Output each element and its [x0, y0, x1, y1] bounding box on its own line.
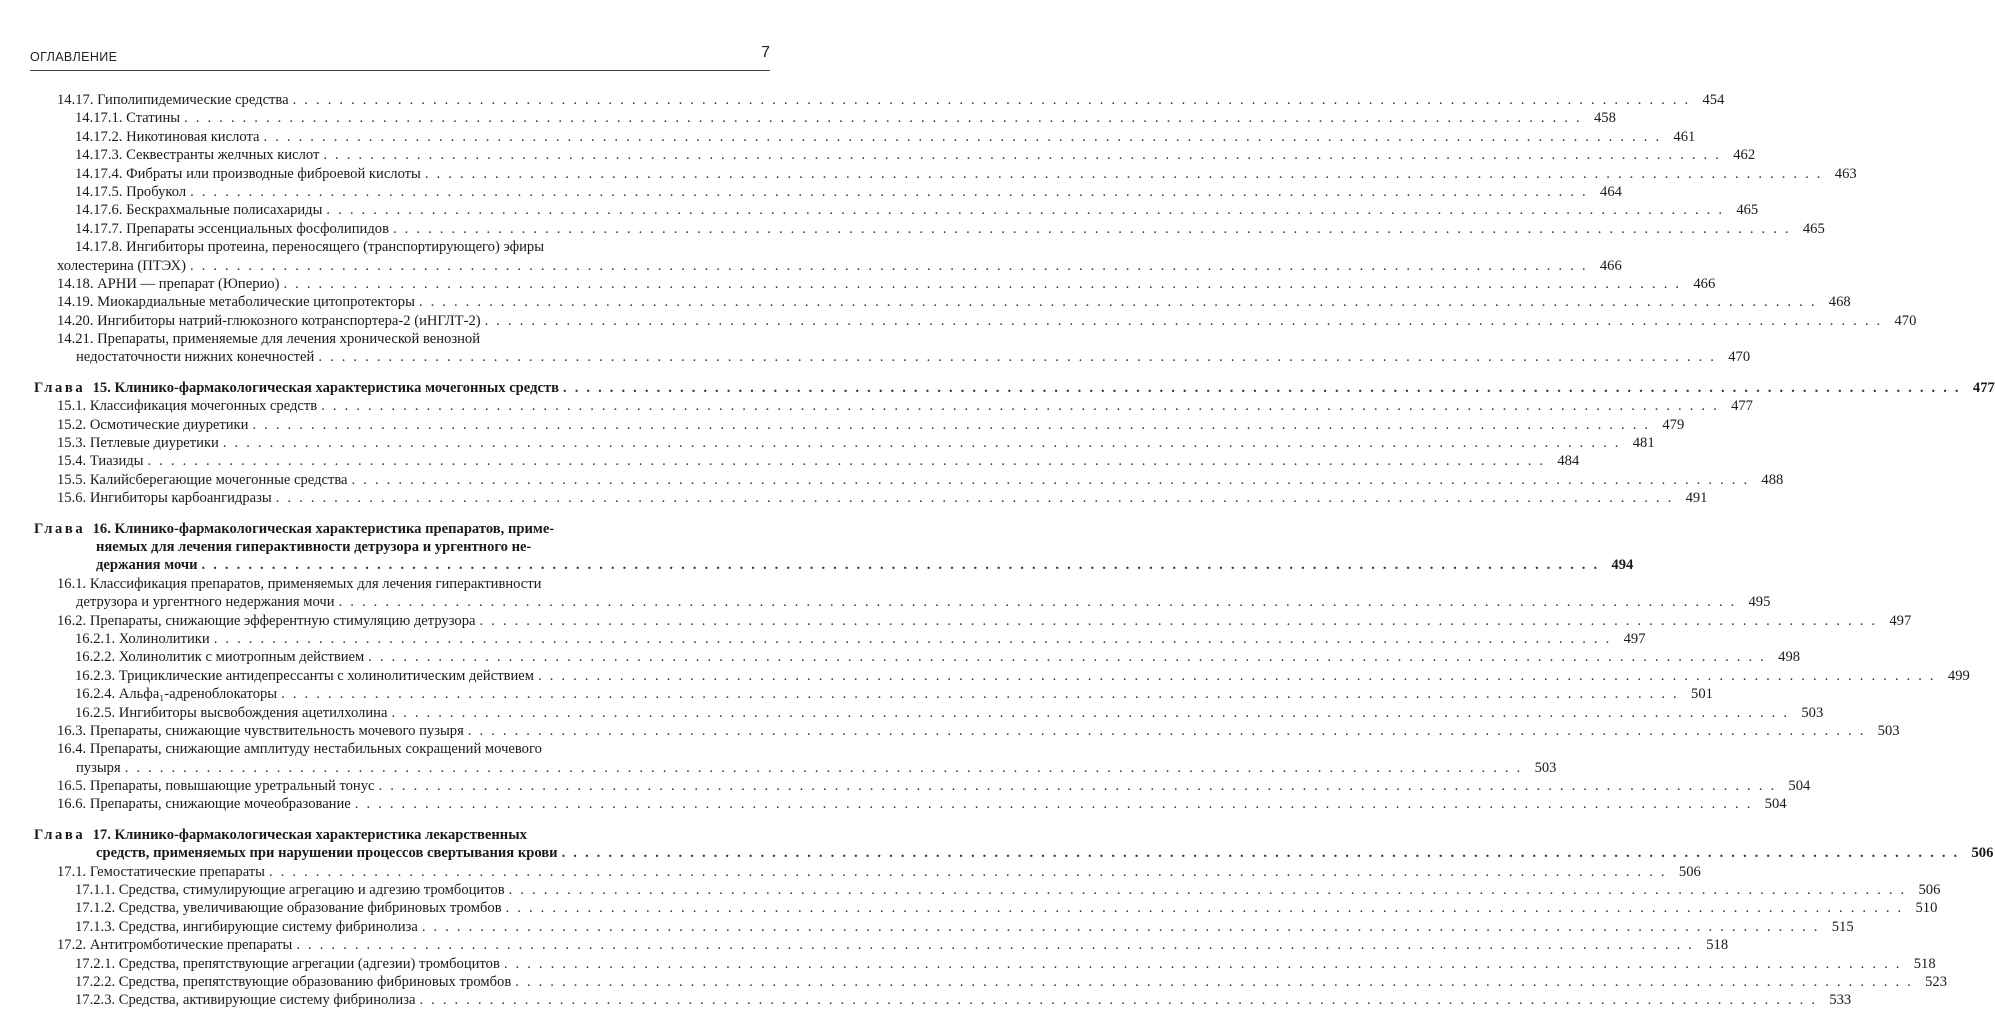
toc-page-number: 503	[1534, 759, 1557, 776]
toc-chapter-line[interactable]	[34, 379, 1995, 397]
toc-page-number: 461	[1673, 128, 1696, 145]
dot-leader: . . . . . . . . . . . . . . . . . . . . . . . . . . . . . . . . . . . . . . . . . . . . . . . . . . . . . . . . . . . . . . . . . . . . . . . . . . . . . . . . . . . . . . . . . . . . . . . . . . . . . . . . . . . . . . . . . . . . . . . .	[147, 453, 1546, 470]
toc-entry-title: 17.2.1. Средства, препятствующие агрегации (адгезии) тромбоцитов	[75, 955, 500, 972]
toc-entry-title: холестерина (ПТЭХ)	[57, 257, 186, 274]
toc-entry-title: 16.4. Препараты, снижающие амплитуду нестабильных сокращений мочевого	[57, 741, 542, 758]
dot-leader: . . . . . . . . . . . . . . . . . . . . . . . . . . . . . . . . . . . . . . . . . . . . . . . . . . . . . . . . . . . . . . . . . . . . . . . . . . . . . . . . . . . . . . . . . . . . . . . . . . . . . . . . . . . . . . . . . . . . . . . .	[505, 900, 1904, 917]
toc-entry[interactable]	[34, 955, 1936, 973]
toc-page-number: 495	[1748, 594, 1771, 611]
toc-entry[interactable]	[34, 973, 1947, 991]
toc-entry-title: 16.5. Препараты, повышающие уретральный тонус	[57, 778, 375, 795]
toc-entry[interactable]	[34, 238, 718, 256]
dot-leader: . . . . . . . . . . . . . . . . . . . . . . . . . . . . . . . . . . . . . . . . . . . . . . . . . . . . . . . . . . . . . . . . . . . . . . . . . . . . . . . . . . . . . . . . . . . . . . . . . . . . . . . . . . . . . . . . . . . . . . . .	[467, 722, 1866, 739]
dot-leader: . . . . . . . . . . . . . . . . . . . . . . . . . . . . . . . . . . . . . . . . . . . . . . . . . . . . . . . . . . . . . . . . . . . . . . . . . . . . . . . . . . . . . . . . . . . . . . . . . . . . . . . . . . . . . . . . . . . . . . . .	[321, 398, 1719, 415]
toc-entry[interactable]	[34, 312, 1917, 330]
toc-page-number: 465	[1802, 220, 1825, 237]
toc-entry[interactable]	[34, 183, 1622, 201]
dot-leader: . . . . . . . . . . . . . . . . . . . . . . . . . . . . . . . . . . . . . . . . . . . . . . . . . . . . . . . . . . . . . . . . . . . . . . . . . . . . . . . . . . . . . . . . . . . . . . . . . . . . . . . . . . . . . . . . . . . . . . . .	[515, 973, 1913, 990]
section-gap	[34, 508, 718, 520]
toc-page-number: 503	[1801, 704, 1824, 721]
dot-leader: . . . . . . . . . . . . . . . . . . . . . . . . . . . . . . . . . . . . . . . . . . . . . . . . . . . . . . . . . . . . . . . . . . . . . . . . . . . . . . . . . . . . . . . . . . . . . . . . . . . . . . . . . . . . . . . . . . . . . . . .	[263, 128, 1662, 145]
section-gap	[34, 367, 718, 379]
toc-entry[interactable]	[34, 452, 1580, 470]
dot-leader: . . . . . . . . . . . . . . . . . . . . . . . . . . . . . . . . . . . . . . . . . . . . . . . . . . . . . . . . . . . . . . . . . . . . . . . . . . . . . . . . . . . . . . . . . . . . . . . . . . . . . . . . . . . . . . . . . . . . . . . .	[479, 612, 1878, 629]
toc-page-number: 501	[1691, 686, 1713, 703]
toc-entry[interactable]	[34, 165, 1857, 183]
toc-page-number: 497	[1889, 612, 1912, 629]
toc-entry-title: 16.1. Классификация препаратов, применяемых для лечения гиперактивности	[57, 575, 542, 592]
toc-entry-title: 16. Клинико-фармакологическая характеристика препаратов, приме-	[92, 520, 555, 537]
toc-page-number: 503	[1877, 722, 1900, 739]
toc-entry-title: 14.18. АРНИ — препарат (Юперио)	[57, 275, 280, 292]
toc-entry-title: 14.17.4. Фибраты или производные фиброевой кислоты	[75, 165, 421, 182]
toc-entry-title: 14.19. Миокардиальные метаболические цитопротекторы	[57, 294, 415, 311]
toc-entry-title: 16.3. Препараты, снижающие чувствительность мочевого пузыря	[57, 722, 464, 739]
toc-page-number: 463	[1834, 165, 1857, 182]
toc-entry-title: 14.17.1. Статины	[75, 110, 181, 127]
toc-page-number: 466	[1693, 275, 1716, 292]
dot-leader: . . . . . . . . . . . . . . . . . . . . . . . . . . . . . . . . . . . . . . . . . . . . . . . . . . . . . . . . . . . . . . . . . . . . . . . . . . . . . . . . . . . . . . . . . . . . . . . . . . . . . . . . . . . . . . . . . . . . . . . .	[391, 704, 1790, 721]
toc-page-number: 504	[1788, 778, 1811, 795]
toc-entry[interactable]	[34, 795, 1787, 813]
dot-leader: . . . . . . . . . . . . . . . . . . . . . . . . . . . . . . . . . . . . . . . . . . . . . . . . . . . . . . . . . . . . . . . . . . . . . . . . . . . . . . . . . . . . . . . . . . . . . . . . . . . . . . . . . . . . . . . . . . . . . . . .	[213, 630, 1612, 647]
toc-entry-title: 14.17.7. Препараты эссенциальных фосфолипидов	[75, 220, 389, 237]
dot-leader: . . . . . . . . . . . . . . . . . . . . . . . . . . . . . . . . . . . . . . . . . . . . . . . . . . . . . . . . . . . . . . . . . . . . . . . . . . . . . . . . . . . . . . . . . . . . . . . . . . . . . . . . . . . . . . . . . . . . . . . .	[351, 471, 1750, 488]
toc-entry[interactable]	[34, 575, 718, 593]
toc-entry-title: 16.2.2. Холинолитик с миотропным действием	[75, 649, 365, 666]
toc-page-number: 477	[1731, 398, 1753, 415]
dot-leader: . . . . . . . . . . . . . . . . . . . . . . . . . . . . . . . . . . . . . . . . . . . . . . . . . . . . . . . . . . . . . . . . . . . . . . . . . . . . . . . . . . . . . . . . . . . . . . . . . . . . . . . . . . . . . . . . . . . . . . . .	[503, 955, 1902, 972]
toc-entry[interactable]	[34, 685, 1713, 703]
toc-entry-title: средств, применяемых при нарушении процессов свертывания крови	[96, 845, 558, 862]
toc-entry[interactable]	[34, 257, 1622, 275]
toc-page-number: 518	[1913, 955, 1936, 972]
dot-leader: . . . . . . . . . . . . . . . . . . . . . . . . . . . . . . . . . . . . . . . . . . . . . . . . . . . . . . . . . . . . . . . . . . . . . . . . . . . . . . . . . . . . . . . . . . . . . . . . . . . . . . . . . . . . . . . . . . . . . . . .	[275, 490, 1674, 507]
toc-entry-title: 15. Клинико-фармакологическая характеристика мочегонных средств	[92, 379, 559, 396]
toc-entry-title: держания мочи	[96, 557, 198, 574]
toc-entry[interactable]	[34, 899, 1938, 917]
toc-entry-title: 17.1.3. Средства, ингибирующие систему фибринолиза	[75, 918, 418, 935]
toc-entry-title: 16.6. Препараты, снижающие мочеобразование	[57, 796, 351, 813]
toc-chapter-line[interactable]	[34, 538, 718, 556]
section-gap	[34, 814, 718, 826]
toc-entry[interactable]	[34, 704, 1824, 722]
toc-entry-title: 15.4. Тиазиды	[57, 453, 144, 470]
toc-entry[interactable]	[34, 722, 1900, 740]
dot-leader: . . . . . . . . . . . . . . . . . . . . . . . . . . . . . . . . . . . . . . . . . . . . . . . . . . . . . . . . . . . . . . . . . . . . . . . . . . . . . . . . . . . . . . . . . . . . . . . . . . . . . . . . . . . . . . . . . . . . . . . .	[252, 416, 1651, 433]
dot-leader: . . . . . . . . . . . . . . . . . . . . . . . . . . . . . . . . . . . . . . . . . . . . . . . . . . . . . . . . . . . . . . . . . . . . . . . . . . . . . . . . . . . . . . . . . . . . . . . . . . . . . . . . . . . . . . . . . . . . . . . .	[419, 992, 1818, 1009]
toc-entry[interactable]	[34, 275, 1716, 293]
toc-entry-title: 14.17.3. Секвестранты желчных кислот	[75, 147, 320, 164]
toc-entry[interactable]	[34, 667, 1970, 685]
chapter-lead: Глава	[34, 379, 86, 396]
toc-entry-title: 17. Клинико-фармакологическая характеристика лекарственных	[92, 826, 527, 843]
toc-page-number: 468	[1828, 294, 1851, 311]
toc-entry-title: детрузора и ургентного недержания мочи	[76, 594, 335, 611]
toc-chapter-line[interactable]	[34, 844, 1994, 862]
toc-entry[interactable]	[34, 918, 1854, 936]
toc-entry[interactable]	[34, 128, 1696, 146]
dot-leader: . . . . . . . . . . . . . . . . . . . . . . . . . . . . . . . . . . . . . . . . . . . . . . . . . . . . . . . . . . . . . . . . . . . . . . . . . . . . . . . . . . . . . . . . . . . . . . . . . . . . . . . . . . . . . . . . . . . . . . . .	[508, 882, 1907, 899]
dot-leader: . . . . . . . . . . . . . . . . . . . . . . . . . . . . . . . . . . . . . . . . . . . . . . . . . . . . . . . . . . . . . . . . . . . . . . . . . . . . . . . . . . . . . . . . . . . . . . . . . . . . . . . . . . . . . . . . . . . . . . . .	[124, 759, 1523, 776]
toc-entry[interactable]	[34, 777, 1811, 795]
toc-page-number: 494	[1611, 557, 1634, 574]
toc-entry-title: 14.17.5. Пробукол	[75, 183, 187, 200]
toc-entry[interactable]	[34, 146, 1756, 164]
toc-entry[interactable]	[34, 489, 1708, 507]
toc-page-number: 465	[1736, 202, 1759, 219]
toc-entry[interactable]	[34, 612, 1912, 630]
toc-entry[interactable]	[34, 471, 1784, 489]
toc-entry-title: 16.2. Препараты, снижающие эфферентную стимуляцию детрузора	[57, 612, 476, 629]
page-number: 7	[761, 44, 770, 61]
toc-entry-title: 17.1.1. Средства, стимулирующие агрегацию и адгезию тромбоцитов	[75, 882, 505, 899]
toc-entry-title: 15.2. Осмотические диуретики	[57, 416, 249, 433]
dot-leader: . . . . . . . . . . . . . . . . . . . . . . . . . . . . . . . . . . . . . . . . . . . . . . . . . . . . . . . . . . . . . . . . . . . . . . . . . . . . . . . . . . . . . . . . . . . . . . . . . . . . . . . . . . . . . . . . . . . . . . . .	[189, 257, 1588, 274]
toc-entry-title: няемых для лечения гиперактивности детрузора и ургентного не-	[96, 538, 532, 555]
dot-leader: . . . . . . . . . . . . . . . . . . . . . . . . . . . . . . . . . . . . . . . . . . . . . . . . . . . . . . . . . . . . . . . . . . . . . . . . . . . . . . . . . . . . . . . . . . . . . . . . . . . . . . . . . . . . . . . . . . . . . . . .	[338, 594, 1737, 611]
running-head-title: ОГЛАВЛЕНИЕ	[30, 50, 118, 64]
toc-entry[interactable]	[34, 416, 1685, 434]
page-header	[30, 42, 770, 68]
toc-page-number: 510	[1915, 900, 1938, 917]
toc-entry-title: 16.2.1. Холинолитики	[75, 630, 210, 647]
toc-entry[interactable]	[34, 348, 1751, 366]
dot-leader: . . . . . . . . . . . . . . . . . . . . . . . . . . . . . . . . . . . . . . . . . . . . . . . . . . . . . . . . . . . . . . . . . . . . . . . . . . . . . . . . . . . . . . . . . . . . . . . . . . . . . . . . . . . . . . . . . . . . . . . .	[292, 92, 1691, 108]
toc-page-number: 484	[1557, 453, 1580, 470]
dot-leader: . . . . . . . . . . . . . . . . . . . . . . . . . . . . . . . . . . . . . . . . . . . . . . . . . . . . . . . . . . . . . . . . . . . . . . . . . . . . . . . . . . . . . . . . . . . . . . . . . . . . . . . . . . . . . . . . . . . . . . . .	[184, 110, 1582, 127]
toc-page-number: 506	[1971, 845, 1994, 862]
toc-entry-title: 14.17. Гиполипидемические средства	[57, 92, 289, 108]
dot-leader: . . . . . . . . . . . . . . . . . . . . . . . . . . . . . . . . . . . . . . . . . . . . . . . . . . . . . . . . . . . . . . . . . . . . . . . . . . . . . . . . . . . . . . . . . . . . . . . . . . . . . . . . . . . . . . . . . . . . . . . .	[563, 379, 1961, 396]
toc-entry-title: 15.5. Калийсберегающие мочегонные средства	[57, 471, 348, 488]
toc-page-number: 464	[1600, 183, 1622, 200]
toc-entry[interactable]	[34, 397, 1753, 415]
toc-page-number: 523	[1925, 973, 1947, 990]
toc-page-number: 491	[1685, 490, 1708, 507]
toc-entry[interactable]	[34, 91, 1725, 109]
toc-entry-title: 14.17.6. Бескрахмальные полисахариды	[75, 202, 323, 219]
toc-page-number: 470	[1894, 312, 1917, 329]
toc-page-number: 498	[1778, 649, 1801, 666]
toc-entry-title: 17.2. Антитромботические препараты	[57, 937, 293, 954]
toc-entry[interactable]	[34, 109, 1616, 127]
toc-page-number: 533	[1829, 992, 1852, 1009]
toc-page-number: 462	[1733, 147, 1756, 164]
toc-entry-title: 17.2.3. Средства, активирующие систему фибринолиза	[75, 992, 416, 1009]
toc-page-number: 497	[1623, 630, 1646, 647]
dot-leader: . . . . . . . . . . . . . . . . . . . . . . . . . . . . . . . . . . . . . . . . . . . . . . . . . . . . . . . . . . . . . . . . . . . . . . . . . . . . . . . . . . . . . . . . . . . . . . . . . . . . . . . . . . . . . . . . . . . . . . . .	[354, 796, 1753, 813]
toc-page-number: 488	[1761, 471, 1784, 488]
dot-leader: . . . . . . . . . . . . . . . . . . . . . . . . . . . . . . . . . . . . . . . . . . . . . . . . . . . . . . . . . . . . . . . . . . . . . . . . . . . . . . . . . . . . . . . . . . . . . . . . . . . . . . . . . . . . . . . . . . . . . . . .	[421, 918, 1820, 935]
toc-entry[interactable]	[34, 201, 1759, 219]
toc-page-number: 470	[1728, 349, 1751, 366]
toc-page-number: 481	[1632, 435, 1655, 452]
toc-chapter-line[interactable]	[34, 826, 718, 844]
toc-entry-title: пузыря	[76, 759, 121, 776]
toc-page-number: 477	[1972, 379, 1995, 396]
toc-entry[interactable]	[34, 881, 1941, 899]
toc-entry[interactable]	[34, 630, 1646, 648]
dot-leader: . . . . . . . . . . . . . . . . . . . . . . . . . . . . . . . . . . . . . . . . . . . . . . . . . . . . . . . . . . . . . . . . . . . . . . . . . . . . . . . . . . . . . . . . . . . . . . . . . . . . . . . . . . . . . . . . . . . . . . . .	[424, 165, 1823, 182]
dot-leader: . . . . . . . . . . . . . . . . . . . . . . . . . . . . . . . . . . . . . . . . . . . . . . . . . . . . . . . . . . . . . . . . . . . . . . . . . . . . . . . . . . . . . . . . . . . . . . . . . . . . . . . . . . . . . . . . . . . . . . . .	[368, 649, 1767, 666]
toc-entry[interactable]	[34, 220, 1825, 238]
toc-page-number: 504	[1764, 796, 1787, 813]
dot-leader: . . . . . . . . . . . . . . . . . . . . . . . . . . . . . . . . . . . . . . . . . . . . . . . . . . . . . . . . . . . . . . . . . . . . . . . . . . . . . . . . . . . . . . . . . . . . . . . . . . . . . . . . . . . . . . . . . . . . . . . .	[318, 349, 1717, 366]
toc-entry-title: 15.3. Петлевые диуретики	[57, 435, 219, 452]
toc-page-number: 515	[1831, 918, 1854, 935]
toc-entry[interactable]	[34, 648, 1801, 666]
toc-page-number: 506	[1678, 863, 1701, 880]
toc-entry-title: 17.2.2. Средства, препятствующие образованию фибриновых тромбов	[75, 973, 512, 990]
toc-chapter-line[interactable]	[34, 520, 718, 538]
chapter-lead: Глава	[34, 520, 86, 537]
toc-chapter-line[interactable]	[34, 556, 1634, 574]
toc-entry-title: недостаточности нижних конечностей	[76, 349, 315, 366]
toc-entry-title: 14.17.8. Ингибиторы протеина, переносящего (транспортирующего) эфиры	[75, 239, 545, 256]
toc-page-number: 466	[1599, 257, 1622, 274]
toc-page-number: 499	[1947, 667, 1970, 684]
dot-leader: . . . . . . . . . . . . . . . . . . . . . . . . . . . . . . . . . . . . . . . . . . . . . . . . . . . . . . . . . . . . . . . . . . . . . . . . . . . . . . . . . . . . . . . . . . . . . . . . . . . . . . . . . . . . . . . . . . . . . . . .	[484, 312, 1883, 329]
toc-entry[interactable]	[34, 759, 1557, 777]
toc-entry[interactable]	[34, 991, 1852, 1009]
dot-leader: . . . . . . . . . . . . . . . . . . . . . . . . . . . . . . . . . . . . . . . . . . . . . . . . . . . . . . . . . . . . . . . . . . . . . . . . . . . . . . . . . . . . . . . . . . . . . . . . . . . . . . . . . . . . . . . . . . . . . . . .	[418, 294, 1817, 311]
toc-entry[interactable]	[34, 593, 1771, 611]
toc-entry[interactable]	[34, 330, 718, 348]
dot-leader: . . . . . . . . . . . . . . . . . . . . . . . . . . . . . . . . . . . . . . . . . . . . . . . . . . . . . . . . . . . . . . . . . . . . . . . . . . . . . . . . . . . . . . . . . . . . . . . . . . . . . . . . . . . . . . . . . . . . . . . .	[538, 667, 1936, 684]
dot-leader: . . . . . . . . . . . . . . . . . . . . . . . . . . . . . . . . . . . . . . . . . . . . . . . . . . . . . . . . . . . . . . . . . . . . . . . . . . . . . . . . . . . . . . . . . . . . . . . . . . . . . . . . . . . . . . . . . . . . . . . .	[269, 863, 1667, 880]
toc-entry[interactable]	[34, 293, 1851, 311]
dot-leader: . . . . . . . . . . . . . . . . . . . . . . . . . . . . . . . . . . . . . . . . . . . . . . . . . . . . . . . . . . . . . . . . . . . . . . . . . . . . . . . . . . . . . . . . . . . . . . . . . . . . . . . . . . . . . . . . . . . . . . . .	[326, 202, 1725, 219]
toc-page-number: 506	[1918, 882, 1941, 899]
toc-entry-title: 16.2.5. Ингибиторы высвобождения ацетилхолина	[75, 704, 388, 721]
toc-page-number: 518	[1706, 937, 1729, 954]
toc-entry-title: 17.1. Гемостатические препараты	[57, 863, 265, 880]
toc-entry-title: 16.2.4. Альфа₁-адреноблокаторы	[75, 686, 278, 703]
toc-entry-title: 14.21. Препараты, применяемые для лечения хронической венозной	[57, 331, 481, 348]
chapter-lead: Глава	[34, 826, 86, 843]
toc-entry-title: 14.17.2. Никотиновая кислота	[75, 128, 260, 145]
dot-leader: . . . . . . . . . . . . . . . . . . . . . . . . . . . . . . . . . . . . . . . . . . . . . . . . . . . . . . . . . . . . . . . . . . . . . . . . . . . . . . . . . . . . . . . . . . . . . . . . . . . . . . . . . . . . . . . . . . . . . . . .	[392, 220, 1791, 237]
toc-entry-title: 16.2.3. Трициклические антидепрессанты с холинолитическим действием	[75, 667, 534, 684]
toc-entry[interactable]	[34, 434, 1655, 452]
dot-leader: . . . . . . . . . . . . . . . . . . . . . . . . . . . . . . . . . . . . . . . . . . . . . . . . . . . . . . . . . . . . . . . . . . . . . . . . . . . . . . . . . . . . . . . . . . . . . . . . . . . . . . . . . . . . . . . . . . . . . . . .	[190, 183, 1588, 200]
dot-leader: . . . . . . . . . . . . . . . . . . . . . . . . . . . . . . . . . . . . . . . . . . . . . . . . . . . . . . . . . . . . . . . . . . . . . . . . . . . . . . . . . . . . . . . . . . . . . . . . . . . . . . . . . . . . . . . . . . . . . . . .	[222, 435, 1621, 452]
toc-entry[interactable]	[34, 936, 1729, 954]
toc-page-number: 458	[1593, 110, 1616, 127]
toc-entry-title: 17.1.2. Средства, увеличивающие образование фибриновых тромбов	[75, 900, 502, 917]
toc-entry-title: 14.20. Ингибиторы натрий-глюкозного котранспортера-2 (иНГЛТ-2)	[57, 312, 481, 329]
toc-page-number: 454	[1702, 92, 1725, 108]
header-divider	[30, 70, 770, 71]
toc-entry[interactable]	[34, 863, 1701, 881]
dot-leader: . . . . . . . . . . . . . . . . . . . . . . . . . . . . . . . . . . . . . . . . . . . . . . . . . . . . . . . . . . . . . . . . . . . . . . . . . . . . . . . . . . . . . . . . . . . . . . . . . . . . . . . . . . . . . . . . . . . . . . . .	[296, 937, 1695, 954]
dot-leader: . . . . . . . . . . . . . . . . . . . . . . . . . . . . . . . . . . . . . . . . . . . . . . . . . . . . . . . . . . . . . . . . . . . . . . . . . . . . . . . . . . . . . . . . . . . . . . . . . . . . . . . . . . . . . . . . . . . . . . . .	[201, 557, 1600, 574]
toc-entry-title: 15.1. Классификация мочегонных средств	[57, 398, 318, 415]
dot-leader: . . . . . . . . . . . . . . . . . . . . . . . . . . . . . . . . . . . . . . . . . . . . . . . . . . . . . . . . . . . . . . . . . . . . . . . . . . . . . . . . . . . . . . . . . . . . . . . . . . . . . . . . . . . . . . . . . . . . . . . .	[281, 686, 1679, 703]
dot-leader: . . . . . . . . . . . . . . . . . . . . . . . . . . . . . . . . . . . . . . . . . . . . . . . . . . . . . . . . . . . . . . . . . . . . . . . . . . . . . . . . . . . . . . . . . . . . . . . . . . . . . . . . . . . . . . . . . . . . . . . .	[378, 778, 1777, 795]
toc-entry-title: 15.6. Ингибиторы карбоангидразы	[57, 490, 272, 507]
dot-leader: . . . . . . . . . . . . . . . . . . . . . . . . . . . . . . . . . . . . . . . . . . . . . . . . . . . . . . . . . . . . . . . . . . . . . . . . . . . . . . . . . . . . . . . . . . . . . . . . . . . . . . . . . . . . . . . . . . . . . . . .	[283, 275, 1682, 292]
dot-leader: . . . . . . . . . . . . . . . . . . . . . . . . . . . . . . . . . . . . . . . . . . . . . . . . . . . . . . . . . . . . . . . . . . . . . . . . . . . . . . . . . . . . . . . . . . . . . . . . . . . . . . . . . . . . . . . . . . . . . . . .	[561, 845, 1960, 862]
toc-page-number: 479	[1662, 416, 1685, 433]
table-of-contents	[34, 91, 1995, 1010]
toc-entry[interactable]	[34, 740, 718, 758]
dot-leader: . . . . . . . . . . . . . . . . . . . . . . . . . . . . . . . . . . . . . . . . . . . . . . . . . . . . . . . . . . . . . . . . . . . . . . . . . . . . . . . . . . . . . . . . . . . . . . . . . . . . . . . . . . . . . . . . . . . . . . . .	[323, 147, 1722, 164]
